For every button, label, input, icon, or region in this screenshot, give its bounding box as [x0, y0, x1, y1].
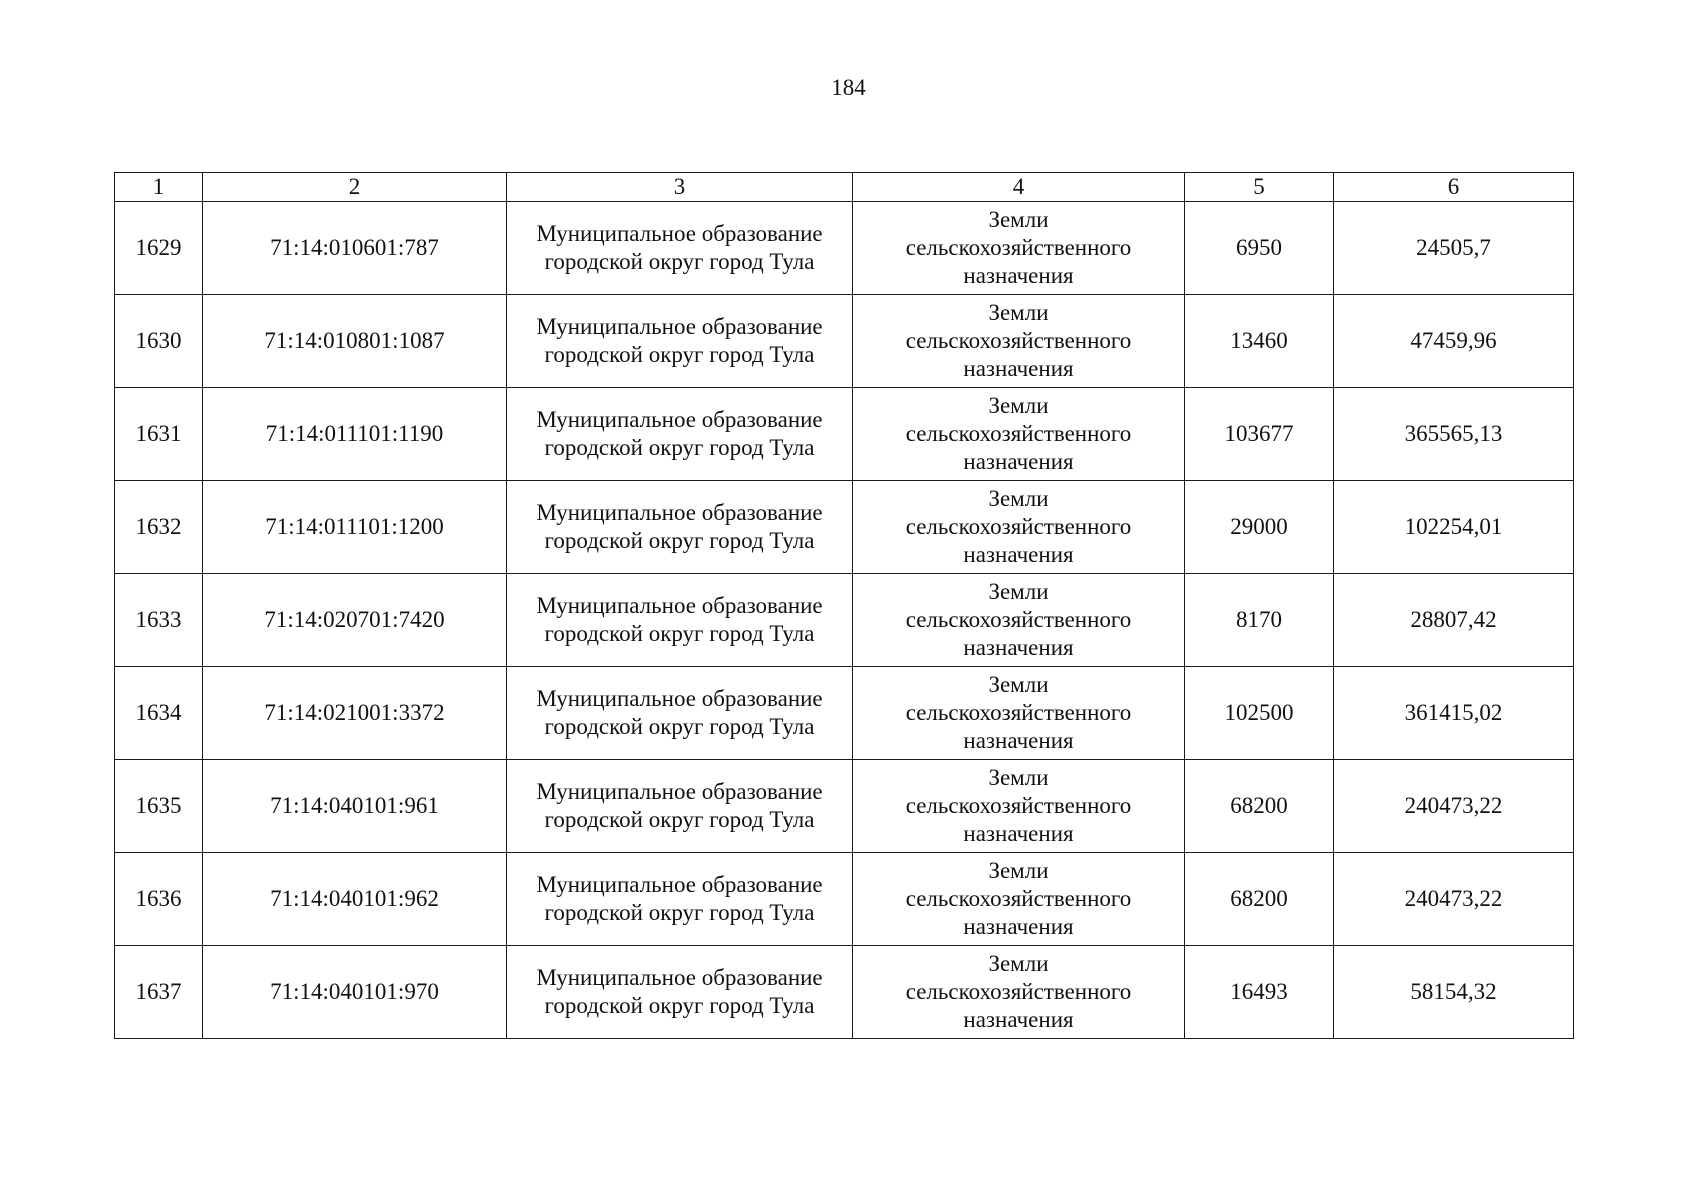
area-cell: 8170: [1185, 574, 1334, 667]
area-cell: 102500: [1185, 667, 1334, 760]
column-header-4: 4: [853, 173, 1185, 202]
cadastral-number-cell: 71:14:040101:961: [203, 760, 507, 853]
value-cell: 28807,42: [1334, 574, 1574, 667]
column-header-3: 3: [507, 173, 853, 202]
owner-line: Муниципальное образование: [536, 500, 823, 525]
table-row: [115, 946, 1574, 1039]
area-cell: 68200: [1185, 853, 1334, 946]
owner-cell: [507, 295, 853, 388]
land-category-cell: [853, 295, 1185, 388]
row-number-cell: 1629: [115, 202, 203, 295]
row-number-cell: 1634: [115, 667, 203, 760]
category-line: Земли: [988, 672, 1049, 697]
column-header-1: 1: [115, 173, 203, 202]
owner-line: Муниципальное образование: [536, 686, 823, 711]
table-row: [115, 574, 1574, 667]
owner-line: Муниципальное образование: [536, 593, 823, 618]
category-line: сельскохозяйственного: [905, 514, 1132, 539]
table-row: [115, 760, 1574, 853]
land-category-cell: [853, 667, 1185, 760]
owner-cell: [507, 481, 853, 574]
owner-cell: [507, 202, 853, 295]
category-line: Земли: [988, 951, 1049, 976]
table-row: [115, 853, 1574, 946]
table-row: [115, 295, 1574, 388]
owner-line: городской округ город Тула: [544, 993, 815, 1018]
category-line: назначения: [963, 728, 1074, 753]
land-category-cell: [853, 388, 1185, 481]
category-line: Земли: [988, 858, 1049, 883]
cadastral-number-cell: 71:14:040101:970: [203, 946, 507, 1039]
category-line: назначения: [963, 356, 1074, 381]
column-header-6: 6: [1334, 173, 1574, 202]
owner-line: городской округ город Тула: [544, 807, 815, 832]
value-cell: 240473,22: [1334, 853, 1574, 946]
category-line: Земли: [988, 486, 1049, 511]
row-number-cell: 1630: [115, 295, 203, 388]
category-line: сельскохозяйственного: [905, 886, 1132, 911]
category-line: сельскохозяйственного: [905, 235, 1132, 260]
owner-line: городской округ город Тула: [544, 714, 815, 739]
owner-line: городской округ город Тула: [544, 435, 815, 460]
owner-cell: [507, 760, 853, 853]
value-cell: 58154,32: [1334, 946, 1574, 1039]
cadastral-number-cell: 71:14:021001:3372: [203, 667, 507, 760]
category-line: Земли: [988, 765, 1049, 790]
page-number: 184: [831, 75, 866, 100]
column-header-2: 2: [203, 173, 507, 202]
table-row: [115, 667, 1574, 760]
category-line: Земли: [988, 300, 1049, 325]
value-cell: 365565,13: [1334, 388, 1574, 481]
row-number-cell: 1635: [115, 760, 203, 853]
category-line: назначения: [963, 449, 1074, 474]
owner-cell: [507, 853, 853, 946]
owner-line: городской округ город Тула: [544, 528, 815, 553]
owner-cell: [507, 667, 853, 760]
row-number-cell: 1631: [115, 388, 203, 481]
owner-cell: [507, 388, 853, 481]
table-row: [115, 202, 1574, 295]
owner-cell: [507, 574, 853, 667]
owner-cell: [507, 946, 853, 1039]
row-number-cell: 1637: [115, 946, 203, 1039]
land-category-cell: [853, 946, 1185, 1039]
value-cell: 47459,96: [1334, 295, 1574, 388]
land-category-cell: [853, 574, 1185, 667]
area-cell: 29000: [1185, 481, 1334, 574]
row-number-cell: 1632: [115, 481, 203, 574]
owner-line: Муниципальное образование: [536, 965, 823, 990]
cadastral-number-cell: 71:14:010801:1087: [203, 295, 507, 388]
area-cell: 16493: [1185, 946, 1334, 1039]
owner-line: городской округ город Тула: [544, 249, 815, 274]
area-cell: 68200: [1185, 760, 1334, 853]
category-line: сельскохозяйственного: [905, 328, 1132, 353]
value-cell: 361415,02: [1334, 667, 1574, 760]
land-registry-table: [114, 172, 1574, 1039]
cadastral-number-cell: 71:14:020701:7420: [203, 574, 507, 667]
category-line: сельскохозяйственного: [905, 979, 1132, 1004]
category-line: сельскохозяйственного: [905, 421, 1132, 446]
category-line: сельскохозяйственного: [905, 607, 1132, 632]
cadastral-number-cell: 71:14:011101:1200: [203, 481, 507, 574]
land-category-cell: [853, 202, 1185, 295]
land-category-cell: [853, 481, 1185, 574]
value-cell: 240473,22: [1334, 760, 1574, 853]
category-line: Земли: [988, 579, 1049, 604]
owner-line: Муниципальное образование: [536, 314, 823, 339]
owner-line: городской округ город Тула: [544, 342, 815, 367]
column-header-5: 5: [1185, 173, 1334, 202]
category-line: назначения: [963, 1007, 1074, 1032]
category-line: сельскохозяйственного: [905, 793, 1132, 818]
category-line: назначения: [963, 821, 1074, 846]
owner-line: Муниципальное образование: [536, 872, 823, 897]
row-number-cell: 1633: [115, 574, 203, 667]
category-line: сельскохозяйственного: [905, 700, 1132, 725]
owner-line: Муниципальное образование: [536, 221, 823, 246]
category-line: назначения: [963, 542, 1074, 567]
category-line: назначения: [963, 914, 1074, 939]
category-line: назначения: [963, 635, 1074, 660]
area-cell: 6950: [1185, 202, 1334, 295]
land-category-cell: [853, 760, 1185, 853]
area-cell: 103677: [1185, 388, 1334, 481]
owner-line: Муниципальное образование: [536, 779, 823, 804]
cadastral-number-cell: 71:14:011101:1190: [203, 388, 507, 481]
owner-line: Муниципальное образование: [536, 407, 823, 432]
cadastral-number-cell: 71:14:010601:787: [203, 202, 507, 295]
land-category-cell: [853, 853, 1185, 946]
owner-line: городской округ город Тула: [544, 900, 815, 925]
table-row: [115, 481, 1574, 574]
row-number-cell: 1636: [115, 853, 203, 946]
area-cell: 13460: [1185, 295, 1334, 388]
category-line: назначения: [963, 263, 1074, 288]
column-number-row: [115, 173, 1574, 202]
value-cell: 102254,01: [1334, 481, 1574, 574]
category-line: Земли: [988, 207, 1049, 232]
category-line: Земли: [988, 393, 1049, 418]
table-row: [115, 388, 1574, 481]
owner-line: городской округ город Тула: [544, 621, 815, 646]
value-cell: 24505,7: [1334, 202, 1574, 295]
cadastral-number-cell: 71:14:040101:962: [203, 853, 507, 946]
